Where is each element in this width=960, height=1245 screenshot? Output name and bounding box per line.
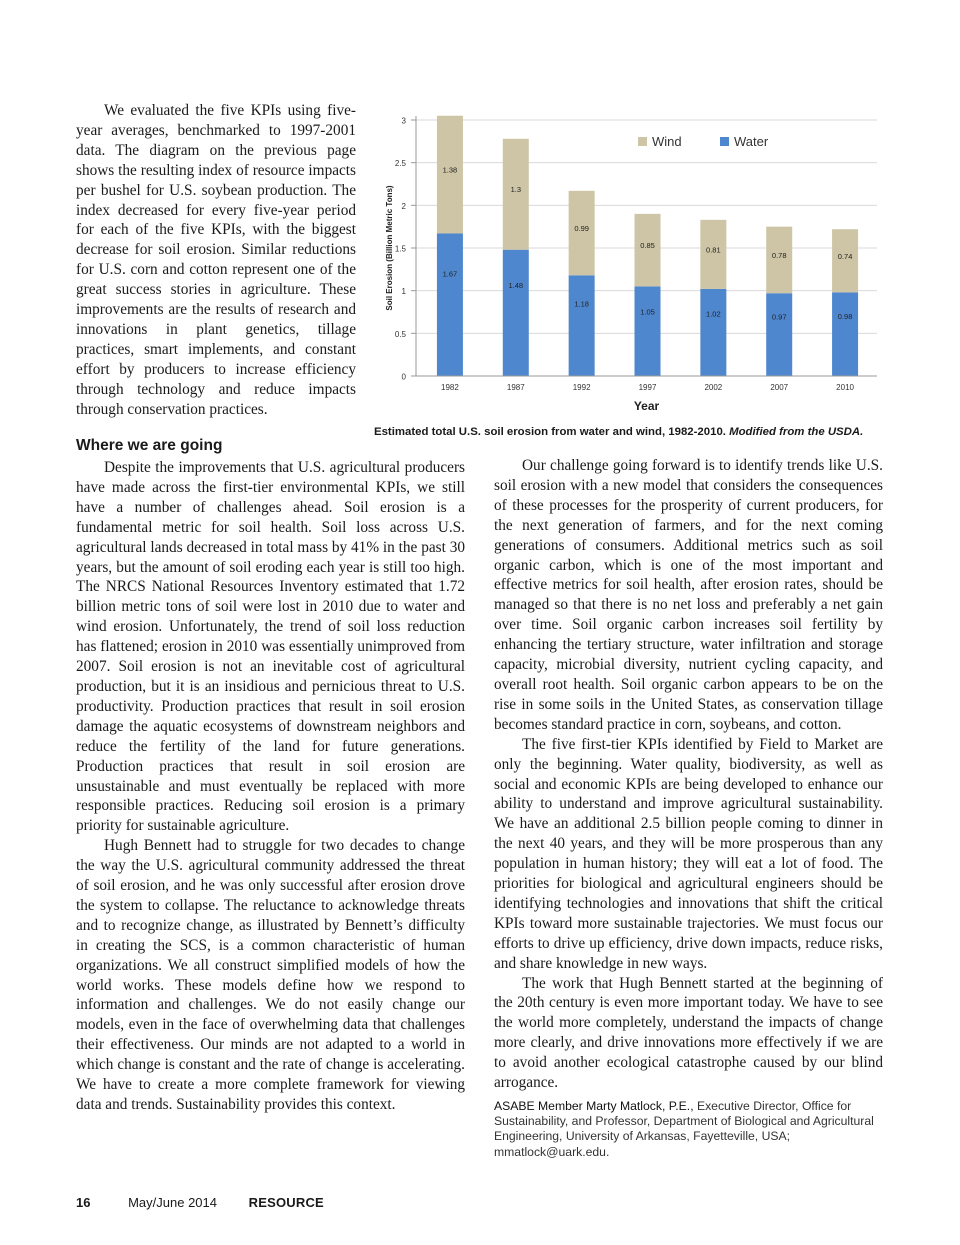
bar-water-1982 xyxy=(437,233,463,376)
y-tick-label-4: 2 xyxy=(401,201,406,211)
right-paragraph-2: The five first-tier KPIs identified by Field to Market are only the beginning. Water quality, biodiversity, as well as social and economic KPIs are being developed to enhance our ability to understand and improve agricultural sustainability. We have an additional 2.5 billion people coming to dinner in the next 40 years, and they will be more prosperous than any population in human history; they will eat a lot of food. The priorities for biological and agricultural engineers should be identifying technologies and innovations that shift the critical KPIs toward more sustainable trajectories. We must focus our efforts to drive up efficiency, drive down impacts, reduce risks, and share knowledge in new ways. xyxy=(494,735,883,972)
bar-water-2002 xyxy=(700,289,726,376)
y-tick-label-1: 0.5 xyxy=(394,329,406,339)
bar-water-2010 xyxy=(832,292,858,376)
right-paragraph-3: The work that Hugh Bennett started at the beginning of the 20th century is even more important today. We have to see the world more completely, understand the impacts of change more clearly, and drive innovations more effectively if we are to avoid another ecological catastrophe caused by our blind arrogance. xyxy=(494,974,883,1092)
legend-label-wind: Wind xyxy=(652,134,682,149)
bar-water-1987 xyxy=(503,250,529,376)
x-tick-label-1987: 1987 xyxy=(506,383,525,392)
data-label-wind-1982: 1.38 xyxy=(442,165,458,175)
y-tick-label-2: 1 xyxy=(401,287,406,297)
data-label-water-1982: 1.67 xyxy=(442,269,458,279)
data-label-wind-2002: 0.81 xyxy=(706,245,721,255)
left-paragraph-2: Hugh Bennett had to struggle for two decades to change the way the U.S. agricultural community addressed the threat of soil erosion, and he was only successful after erosion drove the system to collapse. The reluctance to acknowledge threats and to recognize change, as illustrated by Bennett’s difficulty in creating the SCS, is a common characteristic of human organizations. We all construct simplified models of how the world works. These models define how we respond to information and challenges. We do not easily change our models, even in the face of overwhelming data that challenges their effectiveness. Our minds are not adapted to a world in which change is constant and the rate of change is accelerating. We have to create a more complete framework for viewing data and trends. Sustainability provides this context. xyxy=(76,837,465,1113)
legend-label-water: Water xyxy=(734,134,769,149)
intro-column xyxy=(76,101,356,420)
data-label-water-1992: 1.18 xyxy=(574,299,589,309)
chart-caption xyxy=(374,426,884,438)
magazine-name: RESOURCE xyxy=(248,1195,324,1210)
y-tick-label-3: 1.5 xyxy=(394,244,406,254)
data-label-water-1987: 1.48 xyxy=(508,281,524,291)
x-tick-label-1992: 1992 xyxy=(572,383,591,392)
page-number: 16 xyxy=(76,1195,91,1210)
x-tick-label-1982: 1982 xyxy=(441,383,459,392)
caption-text: Estimated total U.S. soil erosion from water and wind, 1982-2010. xyxy=(374,426,730,438)
data-label-wind-2007: 0.78 xyxy=(771,250,787,260)
y-tick-label-5: 2.5 xyxy=(394,159,406,169)
x-tick-label-2007: 2007 xyxy=(770,383,789,392)
data-label-wind-1987: 1.3 xyxy=(510,185,522,195)
left-column xyxy=(76,458,465,1115)
bar-water-1997 xyxy=(635,286,661,376)
right-paragraph-1: Our challenge going forward is to identify trends like U.S. soil erosion with a new model that considers the consequences of these processes for the prosperity of current producers, for the next generation of farmers, and for the next coming generations of consumers. Additional metrics such as soil organic carbon, which is one of the most important and effective metrics for soil health, after erosion rates, should be managed so that there is no net loss and preferably a net gain over time. Soil organic carbon increases soil fertility by enhancing the tertiary structure, water infiltration and storage capacity, microbial diversity, nutrient cycling capacity, and overall root health. Soil organic carbon appears to be on the rise in some soils in the United States, as conservation tillage becomes standard practice in corn, soybeans, and cotton. xyxy=(494,457,883,733)
data-label-water-2010: 0.98 xyxy=(837,311,853,321)
x-axis-label: Year xyxy=(633,399,660,413)
section-heading: Where we are going xyxy=(76,437,223,454)
x-tick-label-2010: 2010 xyxy=(836,383,854,392)
bar-water-1992 xyxy=(569,275,595,376)
author-name: ASABE Member Marty Matlock, P.E., xyxy=(494,1099,694,1113)
data-label-water-1997: 1.05 xyxy=(640,307,655,317)
author-details: Executive Director, Office for Sustainability, and Professor, Department of Biological and Agricultural Engineering, University of Arkansas, Fayetteville, USA; mmatlock@uark.edu. xyxy=(494,1099,874,1159)
x-tick-label-1997: 1997 xyxy=(638,383,657,392)
data-label-water-2007: 0.97 xyxy=(771,312,787,322)
bar-water-2007 xyxy=(766,293,792,376)
y-tick-label-6: 3 xyxy=(401,116,406,126)
caption-credit: Modified from the USDA. xyxy=(729,426,864,438)
right-column xyxy=(494,456,883,1093)
soil-erosion-chart xyxy=(380,100,880,420)
y-tick-label-0: 0 xyxy=(401,372,406,382)
x-tick-label-2002: 2002 xyxy=(704,383,723,392)
author-bio xyxy=(494,1099,886,1160)
left-paragraph-1: Despite the improvements that U.S. agricultural producers have made across the first-tier environmental KPIs, we still have a number of challenges ahead. Soil erosion is a fundamental metric for soil health. Soil loss across U.S. agricultural lands decreased in total mass by 41% in the past 30 years, but the amount of soil eroding each year is still too high. The NRCS National Resources Inventory estimated that 1.72 billion metric tons of soil were lost in 2010 due to water and wind erosion. Unfortunately, the trend of soil loss reduction has flattened; erosion in 2010 was essentially unimproved from 2007. Soil erosion is not an inevitable cost of agricultural production, but it is an insidious and pernicious threat to U.S. productivity. Production practices that result in soil erosion damage the aquatic ecosystems of downstream neighbors and reduce the fertility of the land for future generations. Production practices that result in soil erosion are unsustainable and must eventually be replaced with more responsible practices. Reducing soil erosion is a primary priority for sustainable agriculture. xyxy=(76,459,465,835)
legend-swatch-wind xyxy=(638,137,647,146)
data-label-wind-1997: 0.85 xyxy=(640,241,655,251)
issue-date: May/June 2014 xyxy=(128,1195,217,1210)
intro-paragraph: We evaluated the five KPIs using five-year averages, benchmarked to 1997-2001 data. The diagram on the previous page shows the resulting index of resource impacts per bushel for U.S. soybean production. The index decreased for every five-year period for each of the five KPIs, with the biggest decrease for soil erosion. Similar reductions for U.S. corn and cotton represent one of the great success stories in agriculture. These improvements are the results of research and innovations in plant genetics, tillage practices, smart implements, and constant effort by producers to increase efficiency through technology and reduce impacts through conservation practices. xyxy=(76,102,356,418)
y-axis-label: Soil Erosion (Billion Metric Tons) xyxy=(385,185,394,311)
chart-svg xyxy=(380,100,880,420)
legend-swatch-water xyxy=(720,137,729,146)
page-footer xyxy=(76,1195,324,1210)
data-label-wind-1992: 0.99 xyxy=(574,224,589,234)
data-label-water-2002: 1.02 xyxy=(706,309,721,319)
data-label-wind-2010: 0.74 xyxy=(837,251,853,261)
